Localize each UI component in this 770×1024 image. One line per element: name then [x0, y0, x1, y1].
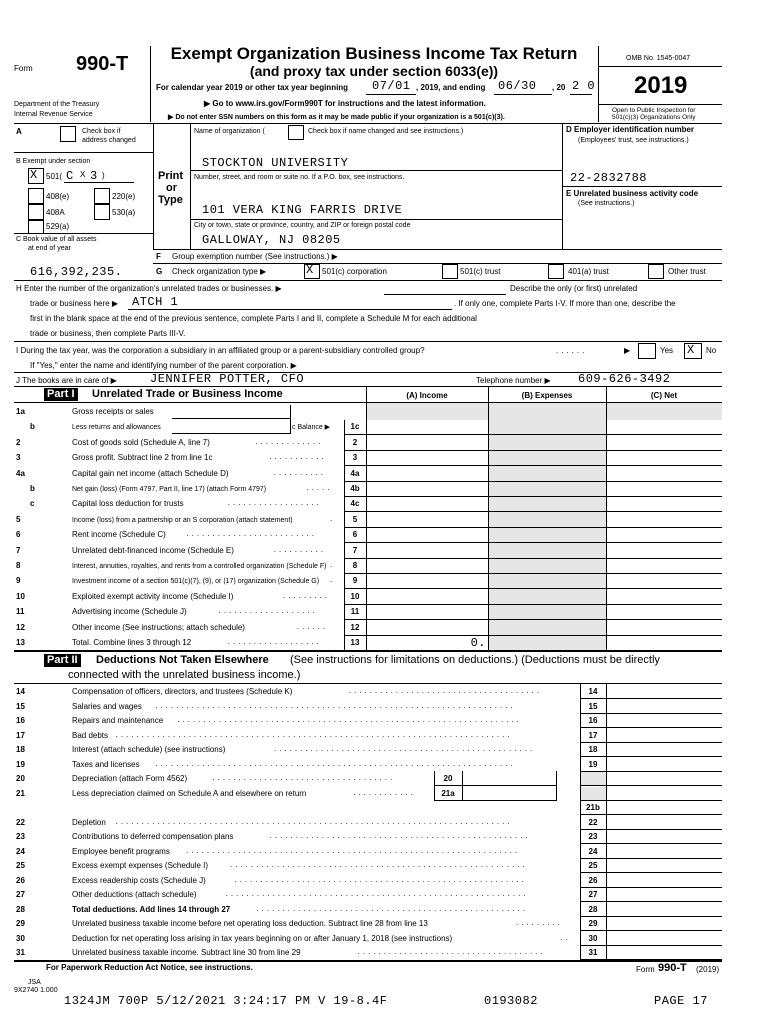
part1-line-box: 4a	[350, 469, 360, 478]
part2-line-num: 16	[16, 716, 25, 725]
part2-line-box: 21a	[441, 789, 455, 798]
print-label-1: Print	[158, 170, 184, 182]
subsidiary-yes-checkbox[interactable]	[638, 343, 656, 359]
part2-line-text: Unrelated business taxable income. Subtract line 30 from line 29	[72, 948, 301, 957]
street-address: 101 VERA KING FARRIS DRIVE	[202, 203, 403, 217]
phone-number: 609-626-3492	[578, 372, 671, 386]
part2-line-box: 29	[588, 919, 598, 928]
b-3: 3	[90, 169, 98, 183]
paperwork-notice: For Paperwork Reduction Act Notice, see instructions.	[46, 963, 253, 972]
part2-line-box: 24	[588, 847, 598, 856]
h-line-1: H Enter the number of the organization's unrelated trades or businesses. ▶	[16, 284, 282, 293]
part2-line-box: 18	[588, 745, 598, 754]
omb-number: OMB No. 1545-0047	[626, 55, 691, 62]
part2-line-num: 19	[16, 760, 25, 769]
part2-line-box: 21b	[586, 803, 600, 812]
part1-line-text: Gross profit. Subtract line 2 from line 1c	[72, 453, 213, 462]
part1-line-text: Cost of goods sold (Schedule A, line 7)	[72, 438, 210, 447]
408a-checkbox[interactable]	[28, 204, 44, 220]
part1-line-box: 4c	[350, 499, 360, 508]
part2-line-text: Other deductions (attach schedule)	[72, 890, 197, 899]
end-year: 2 0	[572, 79, 596, 93]
print-label-3: Type	[158, 194, 183, 206]
part2-line-text: Salaries and wages	[72, 702, 142, 711]
city-state-zip: GALLOWAY, NJ 08205	[202, 233, 341, 247]
activity-code-label: E Unrelated business activity code	[566, 189, 699, 198]
opt-other-trust: Other trust	[668, 267, 706, 276]
part2-line-num: 20	[16, 774, 25, 783]
a-text-2: address changed	[82, 137, 136, 144]
name-check-text: Check box if name changed and see instructions.)	[308, 128, 464, 135]
part1-title: Unrelated Trade or Business Income	[92, 388, 283, 400]
part2-line-num: 21	[16, 789, 25, 798]
part2-line-num: 27	[16, 890, 25, 899]
open-public-2: 501(c)(3) Organizations Only	[612, 114, 696, 121]
balance-label: c Balance ▶	[292, 424, 331, 431]
dept-treasury: Department of the Treasury	[14, 101, 100, 108]
part1-line-num: 11	[16, 607, 25, 616]
part1-line-box: 7	[352, 546, 358, 555]
book-value-label-2: at end of year	[28, 245, 71, 252]
org-type-label: Check organization type ▶	[172, 267, 267, 276]
label-g: G	[156, 267, 163, 276]
501c-trust-checkbox[interactable]	[442, 264, 458, 279]
b-530a: 530(a)	[112, 208, 136, 217]
part2-line-box: 22	[588, 818, 598, 827]
b-c: C	[66, 169, 74, 183]
begin-date: 07/01	[372, 79, 411, 93]
document-code: 0193082	[484, 994, 538, 1008]
part1-line-box: 8	[352, 561, 358, 570]
end-date: 06/30	[498, 79, 537, 93]
b-408e: 408(e)	[46, 192, 70, 201]
part2-line-text: Bad debts	[72, 731, 109, 740]
name-changed-checkbox[interactable]	[288, 125, 304, 140]
part2-title-bold: Deductions Not Taken Elsewhere	[96, 654, 269, 666]
part2-line-num: 24	[16, 847, 25, 856]
part2-line-text: Less depreciation claimed on Schedule A and elsewhere on return	[72, 789, 307, 798]
tax-year: 2019	[634, 72, 688, 99]
page-number: PAGE 17	[654, 994, 708, 1008]
city-label: City or town, state or province, country, and ZIP or foreign postal code	[194, 222, 411, 229]
501c-check-mark: X	[30, 168, 38, 182]
part2-line-num: 28	[16, 905, 25, 914]
business-description: ATCH 1	[132, 295, 179, 309]
part1-line-text: Total. Combine lines 3 through 12	[72, 638, 192, 647]
part2-line-box: 25	[588, 861, 598, 870]
part2-line-text: Total deductions. Add lines 14 through 27	[72, 905, 231, 914]
label-f: F	[156, 252, 161, 261]
part1-line-num: 9	[16, 576, 21, 585]
goto-instructions: ▶ Go to www.irs.gov/Form990T for instructions and the latest information.	[204, 99, 486, 108]
part2-title-rest: (See instructions for limitations on deductions.) (Deductions must be directly	[290, 654, 660, 666]
part1-line-num: 8	[16, 561, 21, 570]
part1-line-text: Investment income of a section 501(c)(7), (9), or (17) organization (Schedule G)	[72, 578, 320, 585]
subsidiary-no-mark: X	[687, 343, 695, 357]
i-yes: Yes	[660, 346, 674, 355]
part2-line-text: Contributions to deferred compensation plans	[72, 832, 234, 841]
part2-line-box: 19	[588, 760, 598, 769]
i-arrow: ▶	[624, 346, 631, 355]
form-ref-year: (2019)	[696, 965, 720, 974]
part1-line-box: 12	[350, 623, 360, 632]
part2-line-num: 31	[16, 948, 25, 957]
b-529a: 529(a)	[46, 222, 70, 231]
part1-line-num: 10	[16, 592, 25, 601]
part1-line-text: Unrelated debt-financed income (Schedule E)	[72, 546, 234, 555]
part2-line-text: Depreciation (attach Form 4562)	[72, 774, 188, 783]
part1-line-num: 5	[16, 515, 21, 524]
part1-line-num: 4a	[16, 469, 25, 478]
part2-line-box: 15	[588, 702, 598, 711]
print-timestamp: 1324JM 700P 5/12/2021 3:24:17 PM V 19-8.4F	[64, 994, 388, 1008]
form-ref-number: 990-T	[658, 962, 687, 974]
part1-line-num: 3	[16, 453, 21, 462]
part1-line-num: 1a	[16, 407, 25, 416]
form-title: Exempt Organization Business Income Tax Return	[170, 44, 578, 63]
a-text-1: Check box if	[82, 128, 121, 135]
opt-501c-corp: 501(c) corporation	[322, 267, 387, 276]
part2-line-num: 15	[16, 702, 25, 711]
part1-line-text: Net gain (loss) (Form 4797, Part II, line 17) (attach Form 4797)	[72, 486, 267, 493]
part2-line-text: Interest (attach schedule) (see instructions)	[72, 745, 226, 754]
address-changed-checkbox[interactable]	[60, 126, 76, 142]
part2-line-num: 18	[16, 745, 25, 754]
part2-line-box: 27	[588, 890, 598, 899]
part2-line-box: 20	[443, 774, 453, 783]
year-prefix: , 20	[552, 83, 566, 92]
jsa-label: JSA	[28, 979, 41, 986]
label-a: A	[16, 127, 22, 136]
part2-line-text: Unrelated business taxable income before net operating loss deduction. Subtract line 28 from line 13	[72, 919, 428, 928]
part2-line-num: 25	[16, 861, 25, 870]
501c-corp-mark: X	[306, 263, 314, 277]
h-line-2b: . If only one, complete Parts I-V. If more than one, describe the	[454, 299, 676, 308]
part2-line-text: Compensation of officers, directors, and trustees (Schedule K)	[72, 687, 293, 696]
part2-line-text: Excess readership costs (Schedule J)	[72, 876, 206, 885]
h-line-3: first in the blank space at the end of the previous sentence, complete Parts I and II, complete a Schedule M for each additional	[30, 314, 477, 323]
part2-line-box: 26	[588, 876, 598, 885]
part1-line-text: Advertising income (Schedule J)	[72, 607, 187, 616]
part2-line-box: 14	[588, 687, 598, 696]
col-net: (C) Net	[650, 391, 678, 400]
part1-line-box: 2	[352, 438, 358, 447]
part2-title-line2: connected with the unrelated business income.)	[68, 669, 301, 681]
part1-line-box: 10	[350, 592, 360, 601]
part1-line-text: Rent income (Schedule C)	[72, 530, 166, 539]
part2-line-box: 17	[588, 731, 598, 740]
h-line-4: trade or business, then complete Parts III-V.	[30, 329, 186, 338]
b-x: X	[80, 170, 86, 179]
part2-label: Part II	[44, 654, 81, 667]
opt-501c-trust: 501(c) trust	[460, 267, 501, 276]
form-ref-word: Form	[636, 965, 655, 974]
part2-line-text: Taxes and licenses	[72, 760, 140, 769]
col-expenses: (B) Expenses	[521, 391, 573, 400]
part2-line-num: 26	[16, 876, 25, 885]
part2-line-text: Repairs and maintenance	[72, 716, 164, 725]
part1-line-box: 3	[352, 453, 358, 462]
group-exemption-label: Group exemption number (See instructions.) ▶	[172, 252, 338, 261]
part1-line-text: Less returns and allowances	[72, 424, 161, 431]
part1-line-num: 12	[16, 623, 25, 632]
form-subtitle: (and proxy tax under section 6033(e))	[249, 63, 499, 79]
book-value: 616,392,235.	[30, 265, 123, 279]
i-line-2: If "Yes," enter the name and identifying number of the parent corporation. ▶	[30, 361, 297, 370]
part2-line-num: 14	[16, 687, 25, 696]
jsa-code: 9X2740 1.000	[14, 987, 58, 994]
form-word: Form	[14, 64, 33, 73]
530a-checkbox[interactable]	[94, 204, 110, 220]
ein-value: 22-2832788	[570, 171, 648, 185]
part1-line-text: Interest, annuities, royalties, and rents from a controlled organization (Schedule F)	[72, 563, 327, 570]
part1-line-text: Income (loss) from a partnership or an S corporation (attach statement)	[72, 517, 293, 524]
part1-line-num: c	[30, 499, 35, 508]
open-public: Open to Public Inspection for	[612, 107, 696, 114]
other-trust-checkbox[interactable]	[648, 264, 664, 279]
529a-checkbox[interactable]	[28, 220, 44, 234]
org-name: STOCKTON UNIVERSITY	[202, 156, 349, 170]
part1-line-box: 9	[352, 576, 358, 585]
print-label-2: or	[166, 182, 177, 194]
street-label: Number, street, and room or suite no. If a P.O. box, see instructions.	[194, 174, 405, 181]
activity-code-sub: (See instructions.)	[578, 200, 635, 207]
b-408a: 408A	[46, 208, 65, 217]
part1-line-text: Capital gain net income (attach Schedule D)	[72, 469, 229, 478]
i-no: No	[706, 346, 717, 355]
401a-trust-checkbox[interactable]	[548, 264, 564, 279]
part1-line-text: Exploited exempt activity income (Schedule I)	[72, 592, 234, 601]
i-line-1: I During the tax year, was the corporation a subsidiary in an affiliated group or a parent-subsidiary controlled group?	[16, 346, 425, 355]
part1-line-num: 6	[16, 530, 21, 539]
part2-line-box: 23	[588, 832, 598, 841]
exempt-section-label: B Exempt under section	[16, 158, 91, 165]
dept-irs: Internal Revenue Service	[14, 111, 93, 118]
b-220e: 220(e)	[112, 192, 136, 201]
b-close: )	[102, 171, 105, 180]
part1-line-text: Gross receipts or sales	[72, 407, 154, 416]
part2-line-box: 16	[588, 716, 598, 725]
mid-text: , 2019, and ending	[416, 83, 486, 92]
part2-line-num: 23	[16, 832, 25, 841]
part1-line-num: b	[30, 484, 35, 493]
part1-line-text: Capital loss deduction for trusts	[72, 499, 184, 508]
part2-line-num: 22	[16, 818, 25, 827]
408e-checkbox[interactable]	[28, 188, 44, 204]
phone-label: Telephone number ▶	[476, 376, 551, 385]
j-line: J The books are in care of ▶	[16, 376, 117, 385]
part2-line-text: Deduction for net operating loss arising in tax years beginning on or after January 1, 2018 (see instructions)	[72, 934, 453, 943]
calendar-text: For calendar year 2019 or other tax year beginning	[156, 83, 349, 92]
part1-line-box: 5	[352, 515, 358, 524]
name-label: Name of organization (	[194, 128, 265, 135]
part2-line-text: Excess exempt expenses (Schedule I)	[72, 861, 209, 870]
part2-line-num: 30	[16, 934, 25, 943]
h-line-2: trade or business here ▶	[30, 299, 118, 308]
220e-checkbox[interactable]	[94, 188, 110, 204]
part1-line-box: 13	[350, 638, 360, 647]
part1-line-box: 11	[350, 607, 360, 616]
part1-line-num: 13	[16, 638, 25, 647]
part1-line-num: 2	[16, 438, 21, 447]
opt-401a-trust: 401(a) trust	[568, 267, 609, 276]
book-value-label: C Book value of all assets	[16, 236, 97, 243]
part2-line-text: Employee benefit programs	[72, 847, 170, 856]
ssn-warning: ▶ Do not enter SSN numbers on this form as it may be made public if your organization is a 501(c)(3).	[168, 114, 505, 121]
part1-income-value[interactable]: 0.	[470, 636, 486, 650]
part1-line-box: 6	[352, 530, 358, 539]
b-501: 501(	[46, 172, 63, 181]
part2-line-box: 30	[588, 934, 598, 943]
part2-line-num: 29	[16, 919, 25, 928]
part1-line-num: 7	[16, 546, 21, 555]
books-in-care-of: JENNIFER POTTER, CFO	[150, 372, 305, 386]
part1-label: Part I	[44, 388, 78, 401]
part2-line-box: 31	[588, 948, 598, 957]
part1-line-box: 1c	[350, 422, 360, 431]
part2-line-box: 28	[588, 905, 598, 914]
form-number: 990-T	[76, 53, 129, 75]
part1-line-num: b	[30, 422, 35, 431]
ein-sub: (Employees' trust, see instructions.)	[578, 137, 689, 144]
part2-line-text: Depletion	[72, 818, 106, 827]
h-line-1b: Describe the only (or first) unrelated	[510, 284, 638, 293]
part2-line-num: 17	[16, 731, 25, 740]
part1-line-box: 4b	[350, 484, 360, 493]
ein-label: D Employer identification number	[566, 125, 695, 134]
part1-line-text: Other income (See instructions; attach schedule)	[72, 623, 245, 632]
col-income: (A) Income	[406, 391, 448, 400]
